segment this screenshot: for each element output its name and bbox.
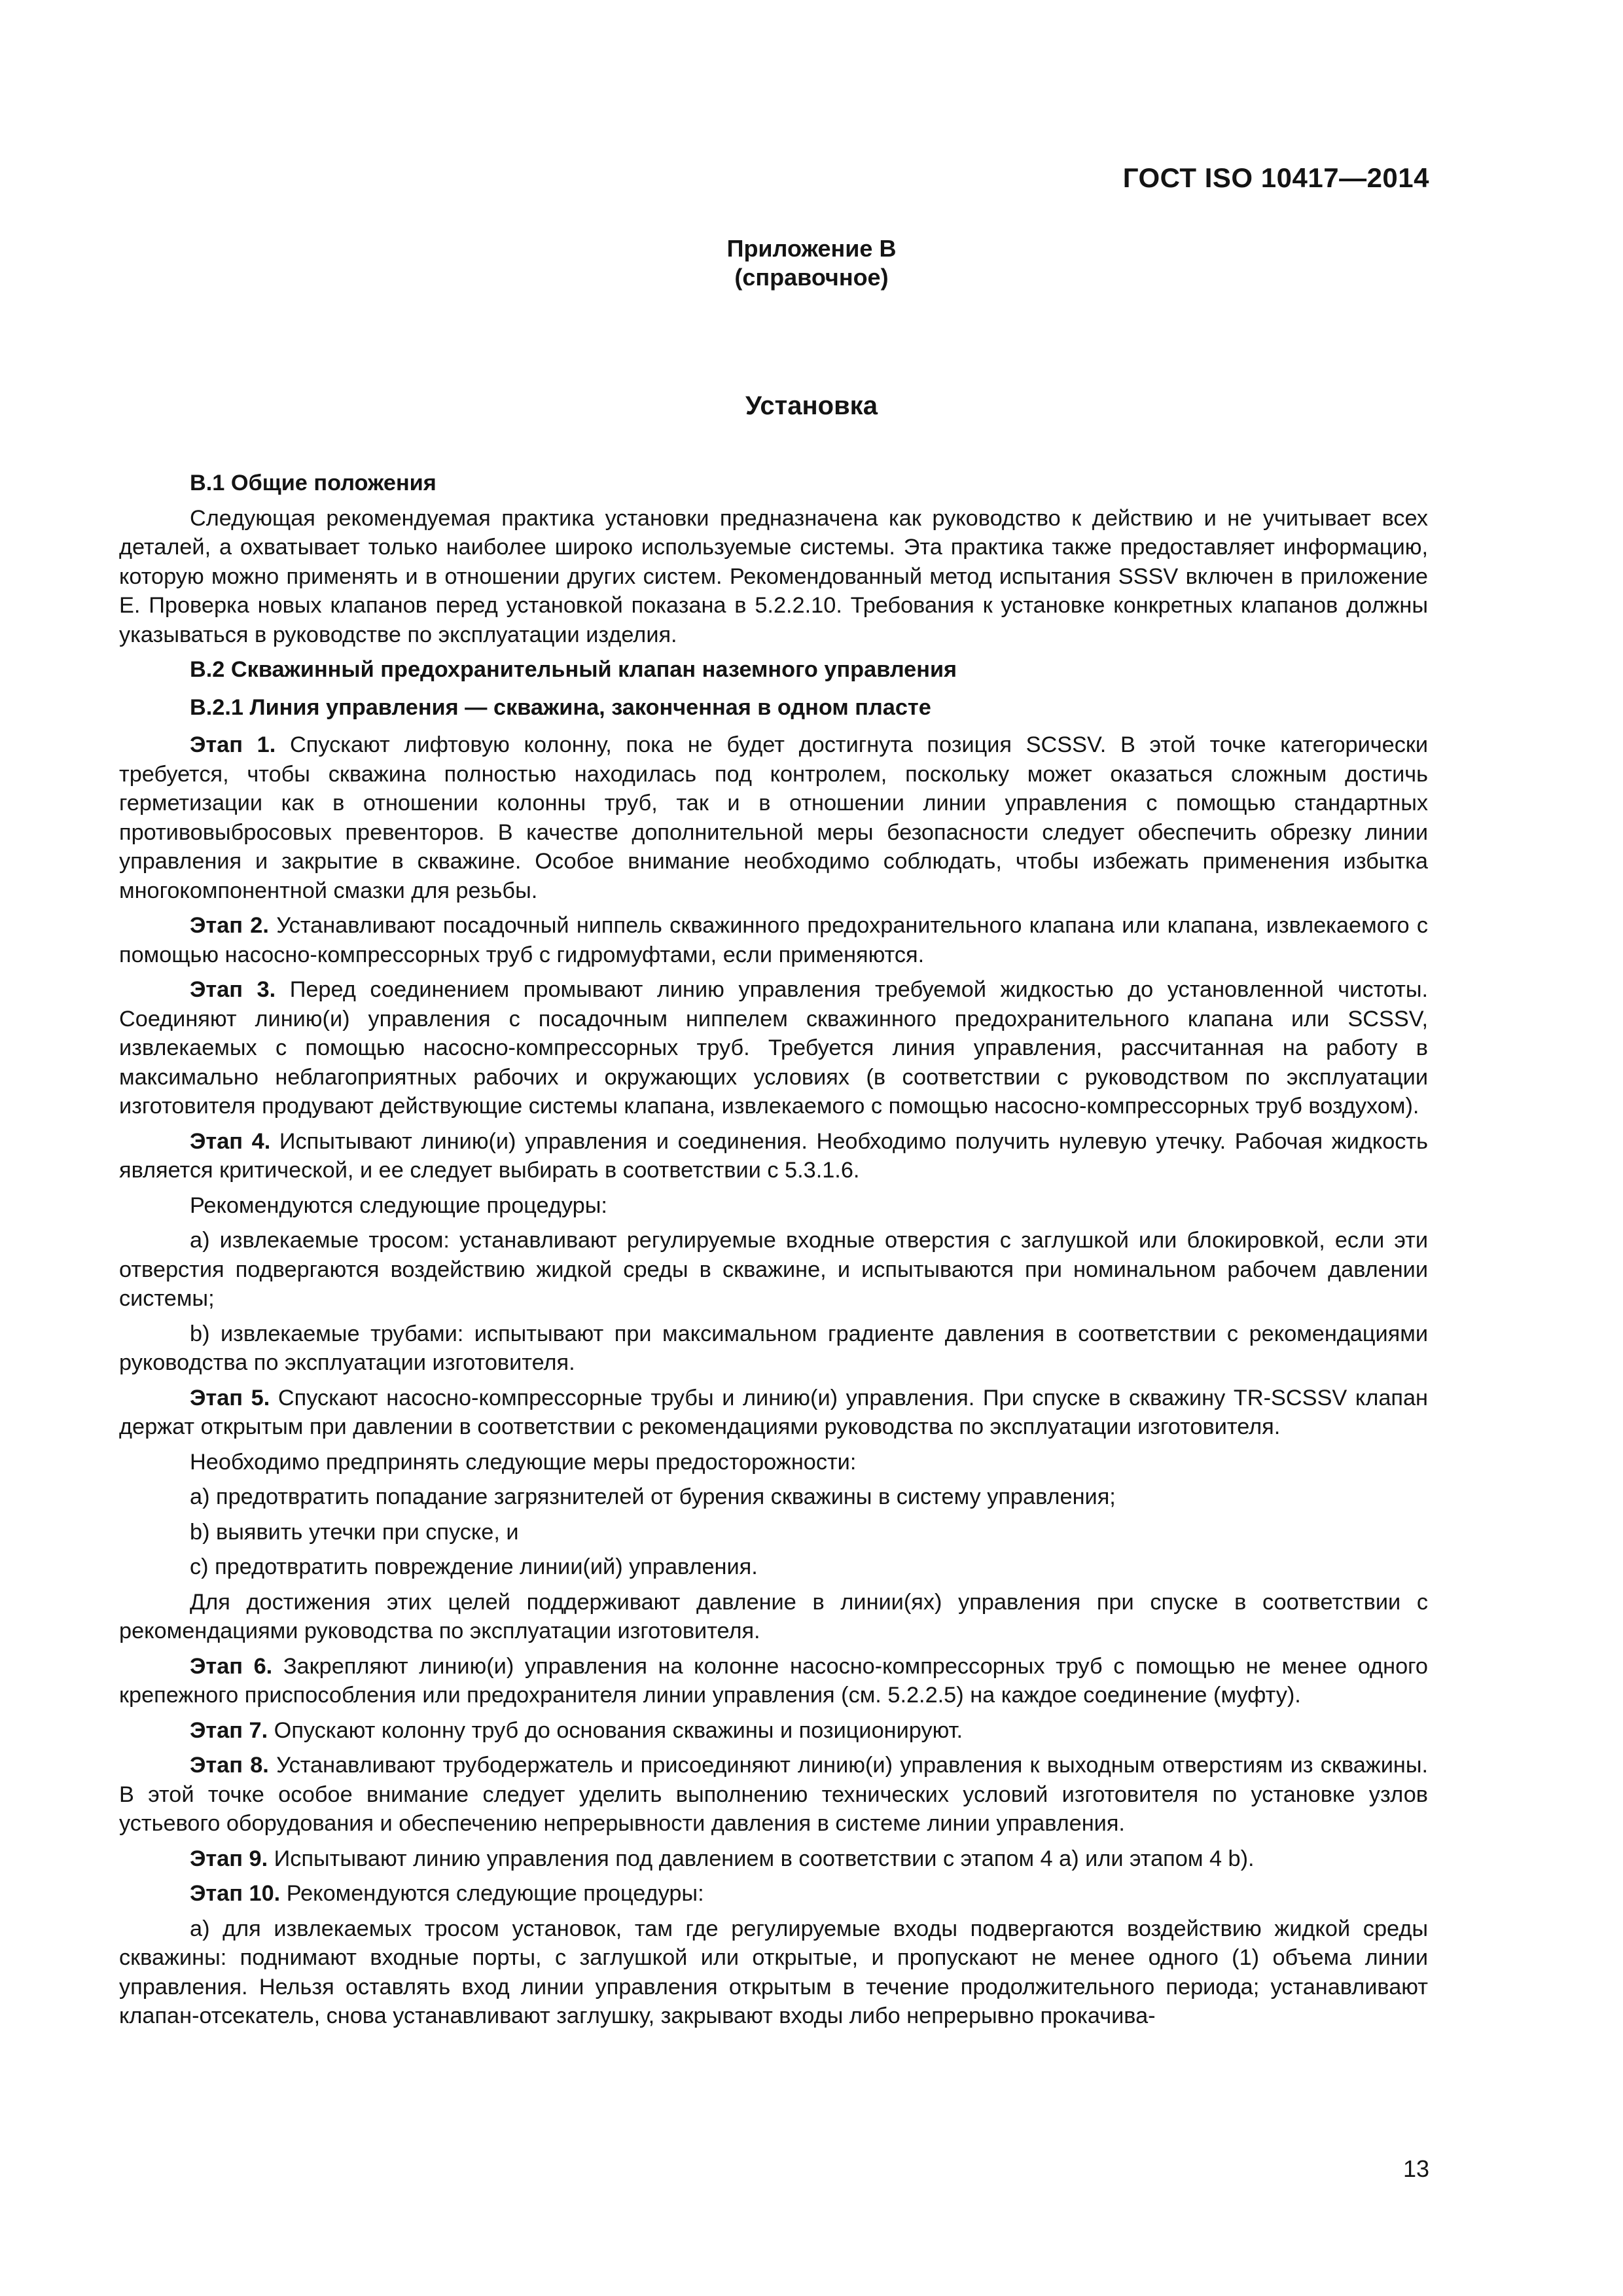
step-5-item-c: с) предотвратить повреждение линии(ий) управления. (190, 1554, 758, 1579)
standard-code: ГОСТ ISO 10417—2014 (1122, 162, 1429, 193)
section-heading-b1: В.1 Общие положения (190, 471, 437, 495)
step-text: Спускают лифтовую колонну, пока не будет достигнута позиция SCSSV. В этой точке категорически требуется, чтобы скважина полностью находилась под контролем, поскольку может оказаться сложным достичь герметизации как в отношении колонны труб, так и в отношении линии управления с помощью стандартных противовыбросовых превенторов. В качестве дополнительной меры безопасности следует обеспечить обрезку линии управления и закрытие в скважине. Особое внимание необходимо соблюдать, чтобы избежать применения избытка многокомпонентной смазки для резьбы. (119, 732, 1429, 903)
step-label: Этап 1. (190, 732, 276, 757)
paragraph-b1: Следующая рекомендуемая практика установки предназначена как руководство к действию и не учитывает всех деталей, а охватывает только наиболее широко используемые системы. Эта практика также предоставляет информацию, которую можно применять и в отношении других систем. Рекомендованный метод испытания SSSV включен в приложение Е. Проверка новых клапанов перед установкой показана в 5.2.2.10. Требования к установке конкретных клапанов должны указываться в руководстве по эксплуатации изделия. (119, 505, 1428, 647)
document-body (119, 469, 1428, 2037)
step-5 (119, 1384, 1428, 1442)
step-label: Этап 2. (190, 913, 269, 938)
step-4-item-a: а) извлекаемые тросом: устанавливают регулируемые входные отверстия с заглушкой или блокировкой, если эти отверстия подвергаются воздействию жидкой среды в скважине, и испытываются при номинальном рабочем давлении системы; (119, 1228, 1428, 1311)
step-label: Этап 9. (190, 1846, 268, 1871)
step-label: Этап 6. (190, 1653, 273, 1679)
step-4-intro: Рекомендуются следующие процедуры: (190, 1193, 607, 1218)
step-text: Испытывают линию управления под давлением в соответствии с этапом 4 а) или этапом 4 b). (274, 1846, 1255, 1871)
section-heading-b2: В.2 Скважинный предохранительный клапан наземного управления (190, 657, 957, 682)
step-5-intro: Необходимо предпринять следующие меры предосторожности: (190, 1449, 857, 1475)
step-label: Этап 7. (190, 1717, 268, 1743)
annex-status: (справочное) (734, 264, 889, 291)
step-4-item-b: b) извлекаемые трубами: испытывают при максимальном градиенте давления в соответствии с рекомендациями руководства по эксплуатации изготовителя. (119, 1321, 1428, 1375)
annex-title: Установка (745, 391, 878, 420)
step-9 (119, 1844, 1428, 1874)
step-text: Рекомендуются следующие процедуры: (286, 1881, 704, 1906)
step-10-item-a: а) для извлекаемых тросом установок, там где регулируемые входы подвергаются воздействию жидкой среды скважины: поднимают входные порты, с заглушкой или открытые, и пропускают не менее одного (1) объема линии управления. Нельзя оставлять вход линии управления открытым в течение продолжительного периода; устанавливают клапан-отсекатель, снова устанавливают заглушку, закрывают входы либо непрерывно прокачива- (119, 1916, 1428, 2028)
step-text: Испытывают линию(и) управления и соединения. Необходимо получить нулевую утечку. Рабочая жидкость является критической, и ее следует выбирать в соответствии с 5.3.1.6. (119, 1128, 1428, 1183)
step-label: Этап 8. (190, 1753, 269, 1778)
step-10 (119, 1879, 1428, 1909)
step-8 (119, 1751, 1428, 1839)
step-5-outro: Для достижения этих целей поддерживают давление в линии(ях) управления при спуске в соответствии с рекомендациями руководства по эксплуатации изготовителя. (119, 1589, 1428, 1643)
step-text: Перед соединением промывают линию управления требуемой жидкостью до установленной чистоты. Соединяют линию(и) управления с посадочным ниппелем скважинного предохранительного клапана или SCSSV, извлекаемых с помощью насосно-компрессорных труб. Требуется линия управления, рассчитанная на работу в максимально неблагоприятных рабочих и окружающих условиях (в соответствии с руководством по эксплуатации изготовителя продувают действующие системы клапана, извлекаемого с помощью насосно-компрессорных труб воздухом). (119, 977, 1428, 1119)
step-5-item-b: b) выявить утечки при спуске, и (190, 1519, 519, 1545)
step-5-item-a: а) предотвратить попадание загрязнителей от бурения скважины в систему управления; (190, 1484, 1116, 1509)
step-label: Этап 4. (190, 1128, 271, 1154)
step-2 (119, 911, 1428, 969)
annex-heading (0, 234, 1623, 292)
step-label: Этап 5. (190, 1385, 270, 1410)
step-text: Устанавливают трубодержатель и присоединяют линию(и) управления к выходным отверстиям из скважины. В этой точке особое внимание следует уделить выполнению технических условий изготовителя по установке узлов устьевого оборудования и обеспечению непрерывности давления в системе линии управления. (119, 1753, 1429, 1836)
step-7 (119, 1716, 1428, 1746)
step-text: Опускают колонну труб до основания скважины и позиционируют. (274, 1717, 963, 1743)
step-label: Этап 10. (190, 1881, 281, 1906)
step-text: Устанавливают посадочный ниппель скважинного предохранительного клапана или клапана, извлекаемого с помощью насосно-компрессорных труб с гидромуфтами, если применяются. (119, 913, 1429, 967)
step-1 (119, 730, 1428, 905)
step-text: Спускают насосно-компрессорные трубы и линию(и) управления. При спуске в скважину TR-SCSSV клапан держат открытым при давлении в соответствии с рекомендациями руководства по эксплуатации изготовителя. (119, 1385, 1428, 1439)
step-4 (119, 1127, 1428, 1185)
step-3 (119, 975, 1428, 1121)
page-number: 13 (1402, 2155, 1429, 2182)
step-6 (119, 1652, 1428, 1710)
annex-label: Приложение В (726, 235, 897, 262)
step-label: Этап 3. (190, 977, 276, 1002)
step-text: Закрепляют линию(и) управления на колонне насосно-компрессорных труб с помощью не менее одного крепежного приспособления или предохранителя линии управления (см. 5.2.2.5) на каждое соединение (муфту). (119, 1653, 1428, 1708)
section-heading-b21: В.2.1 Линия управления — скважина, законченная в одном пласте (190, 694, 931, 720)
